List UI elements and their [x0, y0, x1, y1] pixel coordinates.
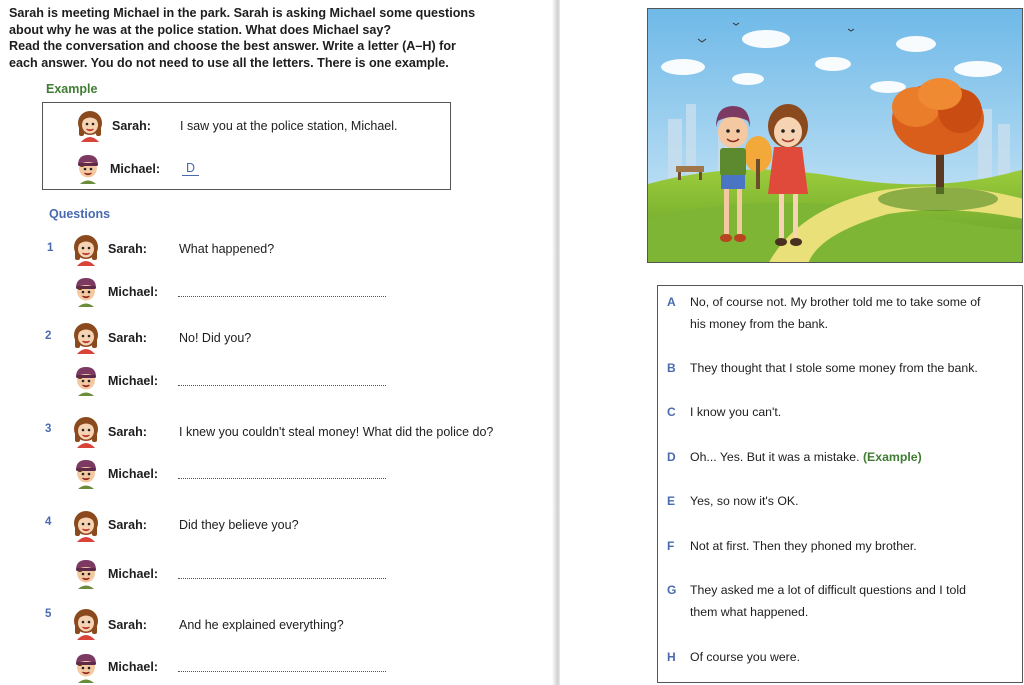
- q5-answer-blank[interactable]: [178, 671, 386, 672]
- park-illustration: [647, 8, 1023, 263]
- option-d-text: Oh... Yes. But it was a mistake.: [690, 450, 860, 464]
- sarah-avatar-icon: [72, 234, 100, 266]
- q2-michael-speaker: Michael:: [108, 374, 159, 388]
- q2-answer-blank[interactable]: [178, 385, 386, 386]
- park-scene-image: [648, 9, 1023, 263]
- option-b-letter: B: [667, 361, 676, 375]
- question-number-5: 5: [45, 608, 52, 620]
- q3-sarah-line: I knew you couldn't steal money! What did the police do?: [179, 425, 494, 439]
- option-e-letter: E: [667, 494, 676, 508]
- question-number-2: 2: [45, 330, 52, 342]
- instructions-line-3: Read the conversation and choose the best answer. Write a letter (A–H) for: [9, 39, 456, 54]
- michael-avatar-icon: [72, 651, 100, 683]
- example-michael-speaker: Michael:: [110, 162, 161, 176]
- q4-sarah-line: Did they believe you?: [179, 518, 299, 532]
- sarah-avatar-icon: [72, 416, 100, 448]
- option-e-text: Yes, so now it's OK.: [690, 494, 799, 508]
- q5-sarah-speaker: Sarah:: [108, 618, 147, 632]
- instructions-line-2: about why he was at the police station. What does Michael say?: [9, 22, 392, 37]
- q2-sarah-line: No! Did you?: [179, 331, 252, 345]
- questions-heading: Questions: [49, 207, 111, 221]
- sarah-avatar-icon: [72, 510, 100, 542]
- instructions: [9, 5, 529, 71]
- example-sarah-line: I saw you at the police station, Michael.: [180, 119, 398, 133]
- q4-sarah-speaker: Sarah:: [108, 518, 147, 532]
- q5-sarah-line: And he explained everything?: [179, 618, 344, 632]
- q4-answer-blank[interactable]: [178, 578, 386, 579]
- option-h-text: Of course you were.: [690, 650, 801, 664]
- michael-avatar-icon: [74, 152, 102, 184]
- q3-answer-blank[interactable]: [178, 478, 386, 479]
- q1-sarah-line: What happened?: [179, 242, 275, 256]
- q2-sarah-speaker: Sarah:: [108, 331, 147, 345]
- question-number-3: 3: [45, 423, 52, 435]
- q5-michael-speaker: Michael:: [108, 660, 159, 674]
- question-number-4: 4: [45, 516, 52, 528]
- example-answer: D: [182, 162, 199, 176]
- sarah-avatar-icon: [72, 322, 100, 354]
- sarah-avatar-icon: [76, 110, 104, 142]
- option-h-letter: H: [667, 650, 676, 664]
- q1-michael-speaker: Michael:: [108, 285, 159, 299]
- option-a-letter: A: [667, 295, 676, 309]
- answer-options-box: [657, 285, 1023, 683]
- instructions-line-4: each answer. You do not need to use all the letters. There is one example.: [9, 55, 449, 70]
- q1-sarah-speaker: Sarah:: [108, 242, 147, 256]
- q3-michael-speaker: Michael:: [108, 467, 159, 481]
- michael-avatar-icon: [72, 364, 100, 396]
- option-d-example-note: (Example): [862, 450, 922, 464]
- option-c-letter: C: [667, 405, 676, 419]
- q3-sarah-speaker: Sarah:: [108, 425, 147, 439]
- q1-answer-blank[interactable]: [178, 296, 386, 297]
- option-g-text: They asked me a lot of difficult questions and I told them what happened.: [690, 583, 966, 619]
- sarah-avatar-icon: [72, 608, 100, 640]
- option-d-letter: D: [667, 450, 676, 464]
- option-f-text: Not at first. Then they phoned my brother.: [690, 539, 917, 553]
- question-number-1: 1: [47, 242, 54, 254]
- option-a-text: No, of course not. My brother told me to take some of his money from the bank.: [690, 295, 981, 331]
- option-c-text: I know you can't.: [690, 405, 782, 419]
- option-g-letter: G: [667, 583, 677, 597]
- example-sarah-speaker: Sarah:: [112, 119, 151, 133]
- michael-avatar-icon: [72, 457, 100, 489]
- example-heading: Example: [46, 82, 98, 96]
- q4-michael-speaker: Michael:: [108, 567, 159, 581]
- option-d: [690, 446, 990, 468]
- michael-avatar-icon: [72, 275, 100, 307]
- option-b-text: They thought that I stole some money from the bank.: [690, 361, 978, 375]
- option-f-letter: F: [667, 539, 675, 553]
- michael-avatar-icon: [72, 557, 100, 589]
- instructions-line-1: Sarah is meeting Michael in the park. Sarah is asking Michael some questions: [9, 6, 476, 20]
